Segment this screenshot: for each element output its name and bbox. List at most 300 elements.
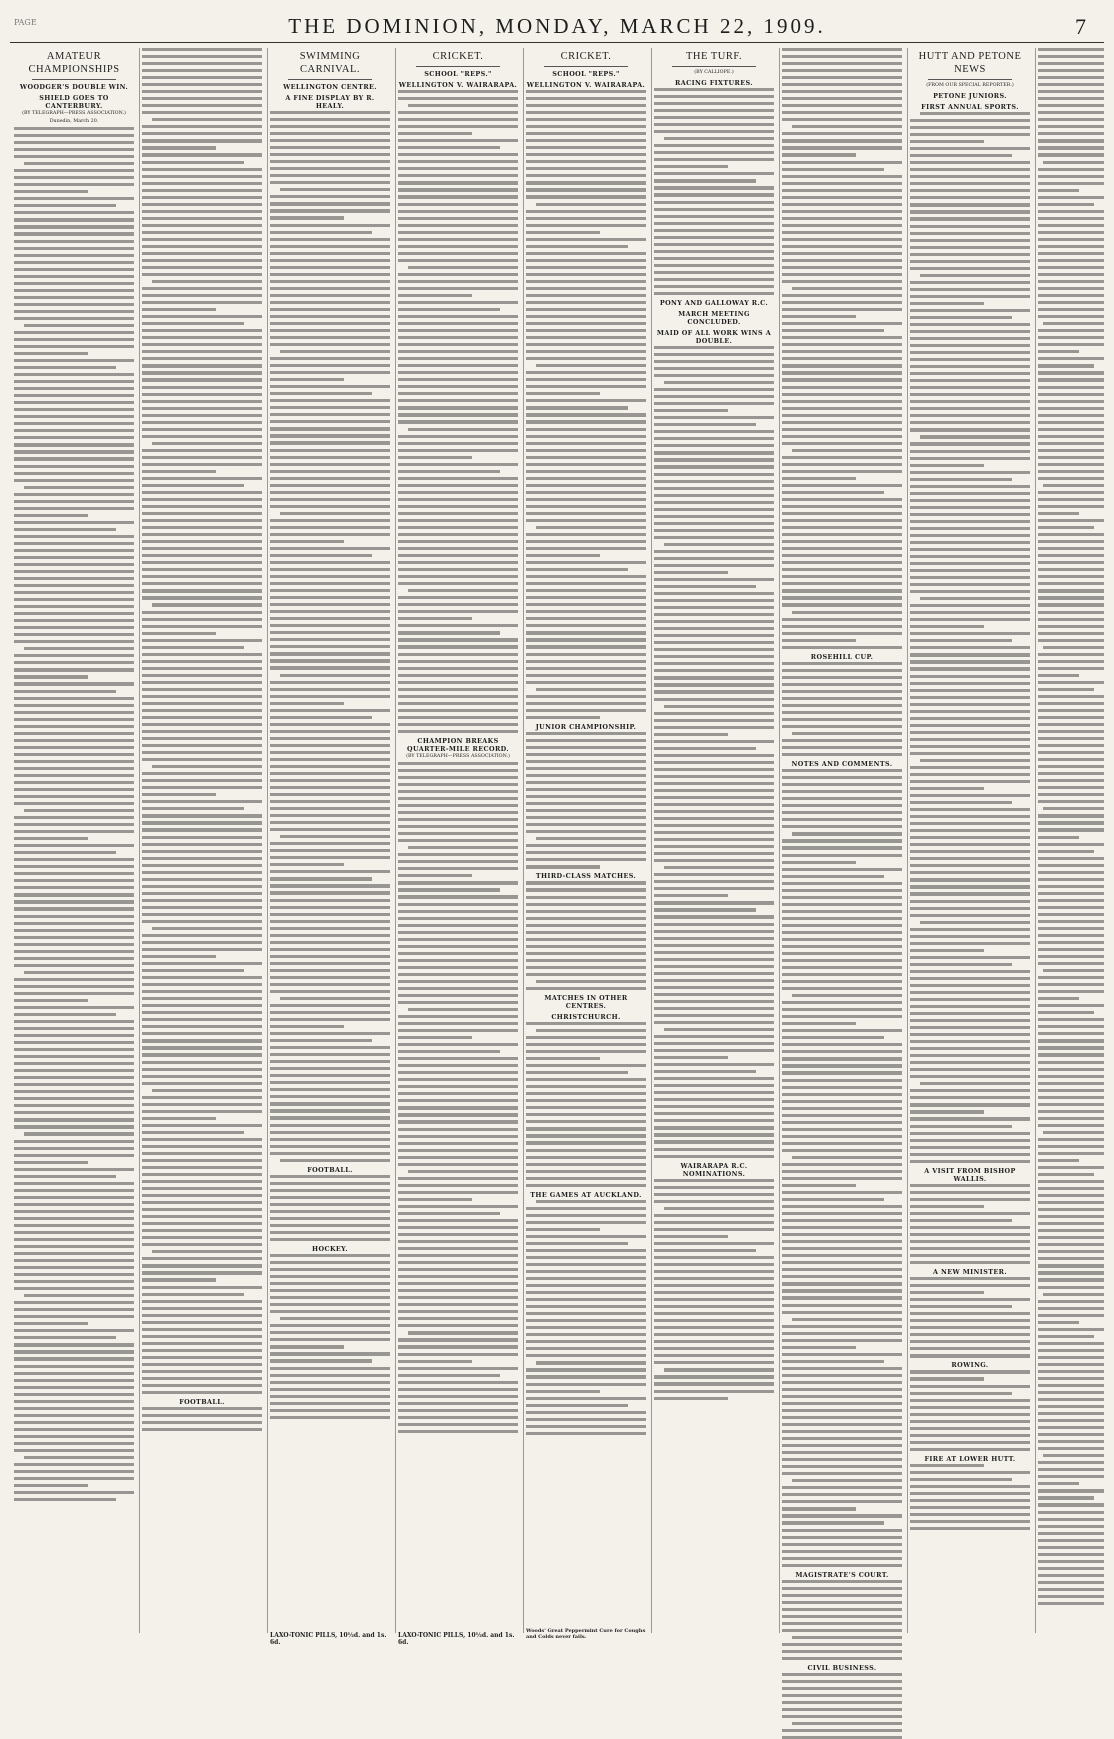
text-line (142, 1061, 262, 1064)
sub-heading: NOTES AND COMMENTS. (791, 760, 893, 769)
text-line (398, 783, 518, 786)
text-line (526, 252, 646, 255)
text-line (398, 804, 518, 807)
text-line (142, 1271, 262, 1274)
text-line (1038, 512, 1079, 515)
text-line (270, 610, 390, 613)
text-line (1038, 674, 1079, 677)
text-line (782, 931, 902, 934)
text-line (1038, 786, 1104, 789)
text-line (1038, 596, 1104, 599)
text-line (526, 188, 646, 191)
text-line (782, 421, 902, 424)
text-line (526, 1207, 646, 1210)
text-line (142, 589, 262, 592)
text-line (14, 254, 134, 257)
text-line (910, 1191, 1030, 1194)
text-line (1038, 997, 1079, 1000)
text-line (270, 519, 390, 522)
text-line (142, 69, 262, 72)
text-line (270, 730, 390, 733)
text-line (14, 1125, 134, 1128)
text-line (654, 789, 774, 792)
text-line (270, 821, 390, 824)
text-line (526, 329, 646, 332)
text-line (142, 779, 262, 782)
text-line (270, 427, 390, 430)
text-line (910, 464, 984, 467)
text-line (526, 865, 600, 868)
text-line (1043, 969, 1104, 972)
text-line (654, 901, 774, 904)
text-line (270, 856, 390, 859)
text-line (782, 903, 902, 906)
text-line (526, 428, 646, 431)
text-line (910, 330, 1030, 333)
text-line (1038, 864, 1104, 867)
text-line (398, 1268, 518, 1271)
text-line (910, 442, 1030, 445)
text-line (14, 788, 134, 791)
text-line (14, 830, 134, 833)
text-line (14, 922, 134, 925)
text-line (1043, 484, 1104, 487)
text-line (910, 485, 1030, 488)
text-line (654, 620, 774, 623)
text-line (270, 758, 390, 761)
text-line (142, 885, 262, 888)
text-line (526, 739, 646, 742)
text-line (526, 167, 646, 170)
text-line (14, 760, 134, 763)
text-line (654, 1298, 774, 1301)
text-line (14, 1273, 134, 1276)
text-line (142, 1264, 262, 1267)
text-line (910, 358, 1030, 361)
text-line (398, 357, 518, 360)
text-line (142, 962, 262, 965)
text-line (24, 971, 134, 974)
text-line (398, 568, 518, 571)
text-line (654, 655, 774, 658)
text-line (14, 893, 134, 896)
text-line (526, 851, 646, 854)
column-8 (910, 48, 1030, 1633)
text-line (14, 879, 134, 882)
text-line (1038, 62, 1104, 65)
text-line (398, 797, 518, 800)
text-line (270, 969, 390, 972)
text-line (14, 352, 88, 355)
text-line (398, 1282, 518, 1285)
text-line (782, 1514, 902, 1517)
text-line (142, 477, 262, 480)
text-line (14, 1217, 134, 1220)
text-line (270, 357, 390, 360)
text-line (526, 1397, 646, 1400)
text-line (782, 203, 902, 206)
text-line (398, 730, 518, 733)
text-line (910, 1240, 1030, 1243)
text-line (270, 1367, 390, 1370)
text-line (1038, 688, 1094, 691)
text-line (398, 575, 518, 578)
text-line (142, 969, 244, 972)
body-text-block (654, 346, 774, 1158)
text-line (782, 357, 902, 360)
text-line (14, 591, 134, 594)
byline: (BY CALLIOPE.) (694, 70, 734, 75)
text-line (14, 296, 134, 299)
text-line (526, 952, 646, 955)
text-line (910, 161, 1030, 164)
text-line (664, 705, 774, 708)
text-line (398, 1240, 518, 1243)
text-line (526, 1277, 646, 1280)
text-line (526, 858, 646, 861)
text-line (782, 231, 902, 234)
text-line (270, 638, 390, 641)
text-line (782, 196, 902, 199)
text-line (1038, 1363, 1104, 1366)
text-line (1038, 660, 1104, 663)
text-line (14, 1252, 134, 1255)
text-line (526, 1127, 646, 1130)
text-line (398, 702, 518, 705)
text-line (910, 1226, 1030, 1229)
text-line (910, 639, 1012, 642)
text-line (526, 767, 646, 770)
text-line (270, 392, 372, 395)
text-line (910, 372, 1030, 375)
text-line (782, 568, 902, 571)
text-line (782, 540, 902, 543)
text-line (1038, 568, 1104, 571)
text-line (654, 817, 774, 820)
text-line (398, 994, 518, 997)
text-line (1038, 1553, 1104, 1556)
text-line (654, 144, 774, 147)
text-line (910, 850, 1030, 853)
text-line (398, 631, 500, 634)
text-line (910, 253, 1030, 256)
text-line (14, 436, 134, 439)
text-line (270, 315, 390, 318)
text-line (654, 374, 774, 377)
text-line (1038, 118, 1104, 121)
text-line (526, 266, 646, 269)
text-line (782, 1071, 902, 1074)
text-line (654, 473, 774, 476)
text-line (142, 315, 262, 318)
text-line (654, 257, 774, 260)
text-line (142, 48, 262, 51)
text-line (398, 329, 518, 332)
text-line (910, 1040, 1030, 1043)
text-line (270, 723, 390, 726)
text-line (270, 505, 390, 508)
text-line (526, 1390, 600, 1393)
text-line (398, 1057, 518, 1060)
text-line (398, 364, 518, 367)
sub-heading: FOOTBALL. (179, 1398, 225, 1406)
text-line (910, 182, 1030, 185)
text-line (398, 378, 518, 381)
text-line (270, 1381, 390, 1384)
text-line (398, 1142, 518, 1145)
text-line (782, 554, 902, 557)
text-line (1038, 892, 1104, 895)
text-line (910, 527, 1030, 530)
text-line (910, 450, 1030, 453)
text-line (1038, 1307, 1104, 1310)
text-line (654, 487, 774, 490)
text-line (782, 945, 902, 948)
text-line (910, 949, 984, 952)
text-line (910, 1205, 984, 1208)
text-line (782, 1615, 902, 1618)
text-line (910, 878, 1030, 881)
text-line (142, 653, 262, 656)
text-line (910, 1434, 1030, 1437)
text-line (14, 1322, 88, 1325)
text-line (654, 627, 774, 630)
text-line (1038, 1384, 1104, 1387)
text-line (526, 1113, 646, 1116)
sub-heading: JUNIOR CHAMPIONSHIP. (535, 722, 637, 731)
text-line (1038, 153, 1104, 156)
text-line (1038, 55, 1104, 58)
text-line (782, 371, 902, 374)
text-line (526, 238, 646, 241)
text-line (408, 1331, 518, 1334)
text-line (782, 182, 902, 185)
text-line (536, 980, 646, 983)
text-line (398, 1156, 518, 1159)
text-line (910, 1370, 1030, 1373)
text-line (270, 920, 390, 923)
text-line (782, 484, 902, 487)
text-line (526, 1120, 646, 1123)
text-line (664, 866, 774, 869)
text-line (270, 807, 390, 810)
text-line (910, 1385, 1030, 1388)
text-line (1038, 843, 1104, 846)
text-line (910, 126, 1030, 129)
text-line (654, 873, 774, 876)
text-line (654, 1007, 774, 1010)
text-line (920, 112, 1030, 115)
text-line (270, 385, 390, 388)
text-line (910, 379, 1030, 382)
text-line (654, 172, 774, 175)
text-line (782, 753, 902, 756)
body-text-block (654, 88, 774, 295)
sub-heading: SHIELD GOES TO CANTERBURY. (39, 94, 109, 110)
text-line (536, 364, 646, 367)
text-line (1038, 1588, 1104, 1591)
text-line (1038, 231, 1104, 234)
text-line (1038, 941, 1104, 944)
text-line (142, 55, 262, 58)
text-line (14, 1308, 134, 1311)
text-line (526, 322, 646, 325)
text-line (1038, 681, 1104, 684)
text-line (910, 914, 1030, 917)
text-line (910, 773, 1030, 776)
text-line (1038, 1046, 1104, 1049)
text-line (654, 451, 774, 454)
text-line (1038, 1271, 1104, 1274)
text-line (270, 245, 390, 248)
text-line (526, 449, 646, 452)
text-line (270, 139, 390, 142)
text-line (782, 739, 902, 742)
text-line (910, 1247, 1030, 1250)
text-line (14, 1463, 134, 1466)
text-line (14, 408, 134, 411)
text-line (398, 470, 500, 473)
text-line (526, 1177, 646, 1180)
text-line (270, 1175, 390, 1178)
text-line (910, 520, 1030, 523)
text-line (14, 1386, 134, 1389)
text-line (526, 470, 646, 473)
text-line (14, 1140, 134, 1143)
text-line (270, 1303, 390, 1306)
text-line (1038, 667, 1104, 670)
text-line (654, 564, 774, 567)
text-line (1038, 343, 1104, 346)
text-line (142, 786, 262, 789)
text-line (142, 906, 262, 909)
text-line (270, 786, 390, 789)
text-line (782, 210, 902, 213)
text-line (782, 1465, 902, 1468)
text-line (270, 1282, 390, 1285)
text-line (398, 512, 518, 515)
text-line (398, 1001, 518, 1004)
text-line (782, 1486, 902, 1489)
text-line (1038, 407, 1104, 410)
text-line (1038, 168, 1104, 171)
text-line (398, 224, 518, 227)
text-line (910, 1047, 1030, 1050)
text-line (270, 224, 390, 227)
body-text-block (782, 48, 902, 649)
sub-heading: WELLINGTON V. WAIRARAPA. (398, 81, 518, 89)
text-line (1038, 948, 1104, 951)
text-line (142, 716, 262, 719)
text-line (654, 669, 774, 672)
text-line (14, 127, 134, 130)
text-line (910, 154, 1012, 157)
text-line (398, 1423, 518, 1426)
body-text-block (142, 1407, 262, 1431)
text-line (654, 803, 774, 806)
text-line (526, 399, 646, 402)
bottom-advert: LAXO-TONIC PILLS, 10½d. and 1s. 6d. (270, 1632, 387, 1646)
text-line (782, 889, 902, 892)
text-line (142, 596, 262, 599)
text-line (910, 1392, 1012, 1395)
text-line (398, 294, 472, 297)
text-line (654, 754, 774, 757)
text-line (910, 1110, 984, 1113)
text-line (910, 203, 1030, 206)
text-line (782, 1311, 902, 1314)
text-line (782, 505, 902, 508)
text-line (270, 252, 390, 255)
text-line (654, 1249, 756, 1252)
text-line (398, 97, 518, 100)
text-line (1038, 821, 1104, 824)
text-line (1038, 1539, 1104, 1542)
text-line (910, 1298, 1030, 1301)
text-line (1038, 1075, 1104, 1078)
text-line (1038, 1405, 1104, 1408)
newspaper-title: THE DOMINION, MONDAY, MARCH 22, 1909. (288, 14, 826, 38)
text-line (14, 457, 134, 460)
sub-heading: WELLINGTON V. WAIRARAPA. (526, 81, 646, 89)
text-line (1038, 1370, 1104, 1373)
text-line (270, 378, 344, 381)
text-line (1043, 646, 1104, 649)
text-line (398, 1191, 518, 1194)
text-line (910, 1471, 1030, 1474)
text-line (270, 273, 390, 276)
text-line (782, 1008, 902, 1011)
text-line (782, 1708, 902, 1711)
text-line (782, 259, 902, 262)
body-text-block (910, 1184, 1030, 1264)
text-line (654, 845, 774, 848)
text-line (1038, 1468, 1104, 1471)
text-line (398, 1409, 518, 1412)
column-4 (398, 48, 518, 1633)
text-line (526, 823, 646, 826)
text-line (142, 983, 262, 986)
text-line (654, 1397, 728, 1400)
text-line (14, 1357, 134, 1360)
text-line (14, 535, 134, 538)
text-line (142, 456, 262, 459)
text-line (14, 148, 134, 151)
text-line (910, 344, 1030, 347)
text-line (408, 1008, 518, 1011)
bottom-advert: Woods' Great Peppermint Cure for Coughs and Colds never fails. (526, 1628, 646, 1640)
text-line (910, 1033, 1030, 1036)
column-rule (267, 48, 268, 1633)
text-line (1038, 519, 1104, 522)
text-line (792, 1318, 902, 1321)
text-line (526, 674, 646, 677)
text-line (14, 633, 134, 636)
text-line (526, 287, 646, 290)
text-line (398, 392, 518, 395)
text-line (14, 900, 134, 903)
sub-heading: CHRISTCHURCH. (551, 1012, 621, 1021)
text-line (398, 596, 518, 599)
heading-rule (928, 79, 1012, 80)
text-line (14, 556, 134, 559)
text-line (14, 1006, 134, 1009)
text-line (270, 1388, 390, 1391)
text-line (910, 1377, 984, 1380)
text-line (526, 125, 646, 128)
text-line (526, 210, 646, 213)
column-7 (782, 48, 902, 1673)
